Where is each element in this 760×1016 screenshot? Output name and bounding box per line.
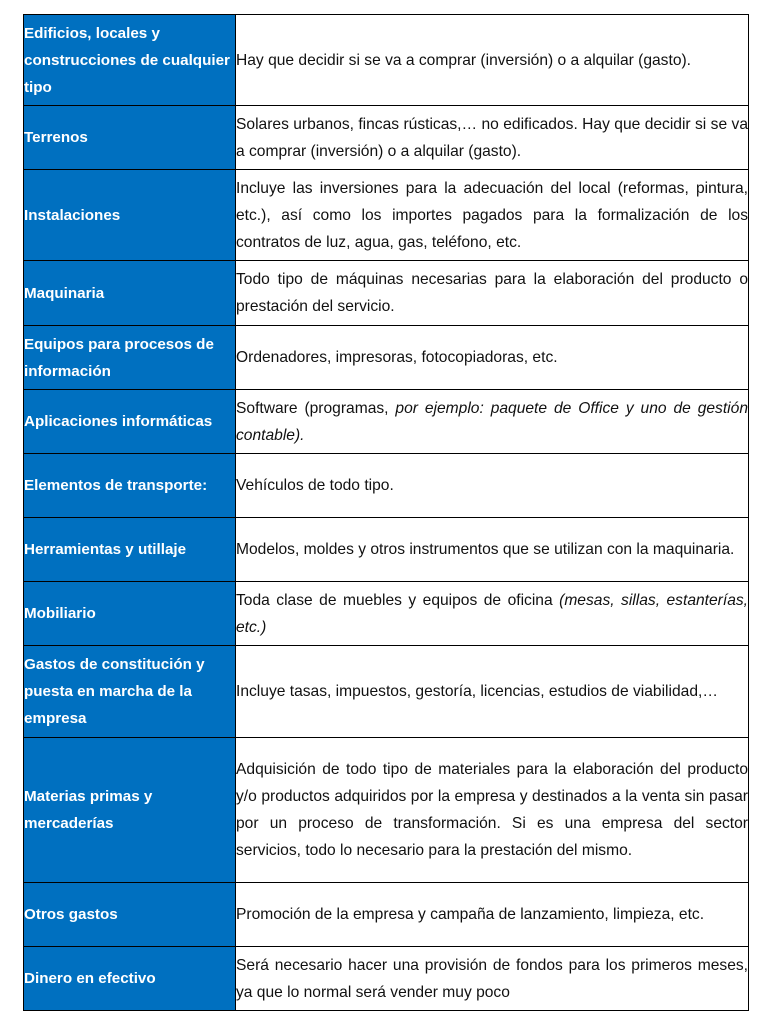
concept-cell: Maquinaria bbox=[24, 261, 236, 326]
description-text: Adquisición de todo tipo de materiales para la elaboración del producto y/o productos adquiridos por la empresa y destinados a la venta sin pasar por un proceso de transformación. Si es una empresa del sector servicios, todo lo necesario para la prestación del mismo. bbox=[236, 761, 748, 859]
table-row bbox=[24, 582, 749, 646]
table-row bbox=[24, 883, 749, 947]
description-text: Incluye tasas, impuestos, gestoría, licencias, estudios de viabilidad,… bbox=[236, 683, 718, 700]
description-italic-text: por ejemplo: paquete de Office y uno de gestión contable). bbox=[236, 399, 748, 444]
concept-cell: Gastos de constitución y puesta en marcha de la empresa bbox=[24, 646, 236, 738]
description-cell bbox=[236, 947, 749, 1011]
table-row bbox=[24, 15, 749, 106]
table-body bbox=[24, 15, 749, 1011]
description-text: Hay que decidir si se va a comprar (inversión) o a alquilar (gasto). bbox=[236, 51, 692, 69]
table-row bbox=[24, 454, 749, 518]
table-row bbox=[24, 646, 749, 738]
description-cell bbox=[236, 582, 749, 646]
table-row bbox=[24, 518, 749, 582]
concept-cell: Otros gastos bbox=[24, 883, 236, 947]
table-row bbox=[24, 947, 749, 1011]
concept-cell: Terrenos bbox=[24, 106, 236, 170]
description-cell bbox=[236, 738, 749, 883]
table-row bbox=[24, 738, 749, 883]
description-cell bbox=[236, 15, 749, 106]
description-text: Incluye las inversiones para la adecuación del local (reformas, pintura, etc.), así como los importes pagados para la formalización de los contratos de luz, agua, gas, teléfono, etc. bbox=[236, 179, 748, 251]
description-cell bbox=[236, 390, 749, 454]
description-text: Vehículos de todo tipo. bbox=[236, 477, 394, 494]
description-text: Software (programas, bbox=[236, 399, 396, 417]
description-text: Toda clase de muebles y equipos de oficina bbox=[236, 591, 560, 609]
description-cell bbox=[236, 326, 749, 390]
concept-cell: Materias primas y mercaderías bbox=[24, 738, 236, 883]
description-italic-text: (mesas, sillas, estanterías, etc.) bbox=[236, 591, 748, 636]
description-text: Ordenadores, impresoras, fotocopiadoras, etc. bbox=[236, 349, 558, 366]
description-text: Modelos, moldes y otros instrumentos que se utilizan con la maquinaria. bbox=[236, 541, 735, 558]
concept-cell: Instalaciones bbox=[24, 170, 236, 261]
description-text: Todo tipo de máquinas necesarias para la elaboración del producto o prestación del servicio. bbox=[236, 271, 748, 315]
table-row bbox=[24, 326, 749, 390]
table-row bbox=[24, 170, 749, 261]
description-cell bbox=[236, 646, 749, 738]
table-row bbox=[24, 390, 749, 454]
concept-cell: Elementos de transporte: bbox=[24, 454, 236, 518]
table-row bbox=[24, 106, 749, 170]
concept-cell: Herramientas y utillaje bbox=[24, 518, 236, 582]
description-cell bbox=[236, 883, 749, 947]
description-cell bbox=[236, 170, 749, 261]
investment-table bbox=[23, 14, 749, 1011]
description-text: Solares urbanos, fincas rústicas,… no edificados. Hay que decidir si se va a comprar (inversión) o a alquilar (gasto). bbox=[236, 115, 748, 160]
description-text: Será necesario hacer una provisión de fondos para los primeros meses, ya que lo normal será vender muy poco bbox=[236, 956, 748, 1001]
concept-cell: Edificios, locales y construcciones de cualquier tipo bbox=[24, 15, 236, 106]
concept-cell: Aplicaciones informáticas bbox=[24, 390, 236, 454]
concept-cell: Mobiliario bbox=[24, 582, 236, 646]
concept-cell: Dinero en efectivo bbox=[24, 947, 236, 1011]
concept-cell: Equipos para procesos de información bbox=[24, 326, 236, 390]
table-row bbox=[24, 261, 749, 326]
description-cell bbox=[236, 106, 749, 170]
description-cell bbox=[236, 454, 749, 518]
description-cell bbox=[236, 518, 749, 582]
description-cell bbox=[236, 261, 749, 326]
description-text: Promoción de la empresa y campaña de lanzamiento, limpieza, etc. bbox=[236, 906, 705, 923]
